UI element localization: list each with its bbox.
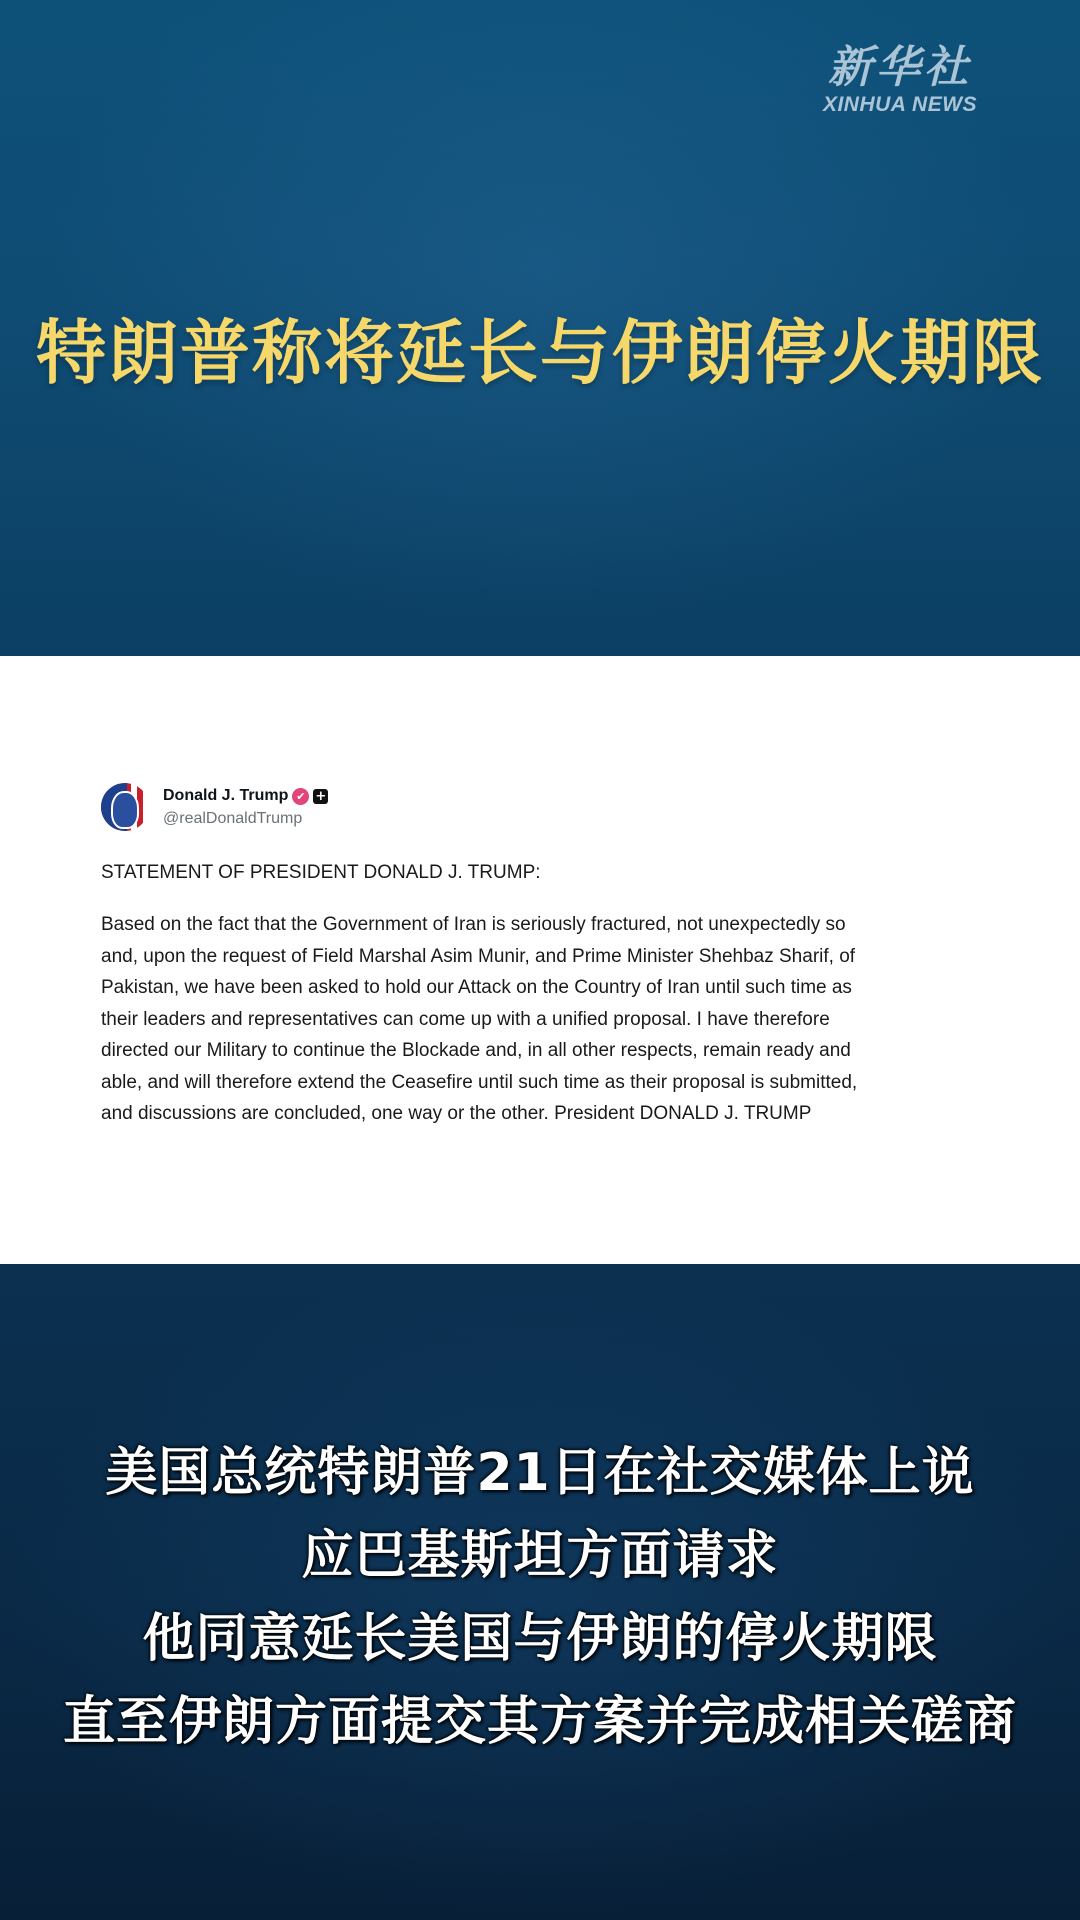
- user-info: [163, 784, 328, 830]
- avatar-portrait: [111, 791, 139, 829]
- verified-badge-icon: ✔: [292, 788, 309, 805]
- post-header: [101, 782, 328, 832]
- caption-line: 他同意延长美国与伊朗的停火期限: [142, 1609, 938, 1669]
- caption-band: [0, 1264, 1080, 1920]
- logo-english-text: XINHUA NEWS: [822, 93, 978, 116]
- display-name[interactable]: Donald J. Trump: [163, 787, 289, 804]
- post-body-line: Pakistan, we have been asked to hold our Attack on the Country of Iran until such time as: [101, 977, 852, 998]
- post-body-line: Based on the fact that the Government of Iran is seriously fractured, not unexpectedly so: [101, 914, 846, 935]
- post-body-line: their leaders and representatives can come up with a unified proposal. I have therefore: [101, 1008, 830, 1030]
- subtitle-caption: [0, 1432, 1080, 1764]
- header-band: [0, 0, 1080, 656]
- social-post-card: [0, 656, 1080, 1264]
- post-body-line: able, and will therefore extend the Ceasefire until such time as their proposal is submitted,: [101, 1071, 858, 1093]
- post-body-line: directed our Military to continue the Blockade and, in all other respects, remain ready and: [101, 1040, 851, 1061]
- avatar[interactable]: [101, 783, 149, 831]
- name-row: [163, 784, 328, 808]
- statement-title: STATEMENT OF PRESIDENT DONALD J. TRUMP:: [101, 862, 541, 883]
- post-body-line: and discussions are concluded, one way or the other. President DONALD J. TRUMP: [101, 1103, 812, 1124]
- logo-chinese-text: 新华社: [828, 42, 972, 93]
- post-body: [101, 909, 991, 1130]
- caption-line: 直至伊朗方面提交其方案并完成相关磋商: [62, 1692, 1017, 1752]
- user-handle[interactable]: @realDonaldTrump: [163, 810, 303, 827]
- caption-line: 应巴基斯坦方面请求: [301, 1526, 779, 1586]
- xinhua-logo: [810, 42, 990, 116]
- headline: 特朗普称将延长与伊朗停火期限: [36, 312, 1044, 394]
- caption-line: 美国总统特朗普21日在社交媒体上说: [105, 1443, 975, 1503]
- plus-badge-icon: +: [313, 789, 328, 804]
- post-body-line: and, upon the request of Field Marshal Asim Munir, and Prime Minister Shehbaz Sharif, of: [101, 945, 856, 967]
